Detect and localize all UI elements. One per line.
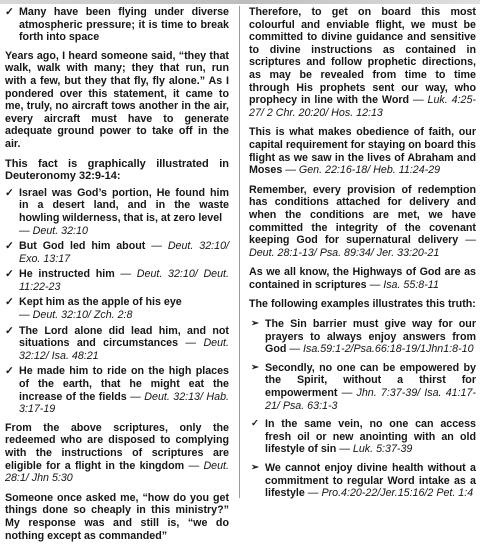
scripture-ref: — Deut. 32:10 — [19, 224, 88, 237]
item-text: He made him to ride on the high places of the earth, that he might eat the increase of the fields — [19, 365, 229, 403]
check-icon: ✓ — [5, 365, 14, 378]
item-text: But God led him about — [19, 240, 146, 253]
bullet-item — [5, 6, 229, 44]
check-icon: ✓ — [5, 268, 14, 281]
check-icon: ✓ — [5, 296, 14, 309]
scripture-ref: — Isa.59:1-2/Psa.66:18-19/1Jhn1:8-10 — [289, 343, 474, 356]
paragraph-text: From the above scriptures, only the redeemed who are disposed to complying with the instructions of scriptures are eligible for a flight in the kingdom — [5, 421, 229, 472]
paragraph-text: Therefore, to get on board this most colourful and enviable flight, we must be committed to divine guidance and sensitive to divine instructions as contained in scriptures and follow prophetic directions, as may be revealed from time to time through His prophets sent our way, who prophecy in line with the Word — [249, 6, 476, 107]
right-column — [249, 6, 476, 506]
scripture-ref: — Luk. 5:37-39 — [339, 443, 413, 456]
scripture-ref: — Pro.4:20-22/Jer.15:16/2 Pet. 1:4 — [307, 487, 474, 500]
paragraph — [249, 6, 476, 119]
item-text: Secondly, no one can be empowered by the Spirit, without a thirst for empowerment — [265, 361, 476, 400]
check-icon: ✓ — [5, 240, 14, 253]
scripture-ref: — Deut. 32:12/ Isa. 48:21 — [19, 337, 229, 362]
scripture-ref: — Deut. 28:1-13/ Psa. 89:34/ Jer. 33:20-21 — [249, 234, 476, 259]
bullet-item — [5, 187, 229, 237]
check-icon: ✓ — [5, 324, 14, 337]
item-text: He instructed him — [19, 268, 115, 281]
bullet-item — [249, 318, 476, 356]
paragraph — [249, 126, 476, 176]
item-text: In the same vein, no one can access fresh oil or new anointing with an old lifestyle of sin — [265, 418, 476, 456]
arrow-icon: ➢ — [251, 361, 259, 373]
bullet-item — [5, 268, 229, 293]
scripture-ref: — Deut. 28:1/ Jhn 5:30 — [5, 459, 229, 485]
bullet-item — [249, 418, 476, 456]
section-intro: The following examples illustrates this truth: — [249, 298, 476, 311]
bullet-item — [249, 462, 476, 500]
item-text: Many have been flying under diverse atmospheric pressure; it is time to break forth into space — [19, 6, 229, 44]
item-text: Kept him as the apple of his eye — [19, 296, 182, 309]
scripture-ref: — Deut. 32:13/ Hab. 3:17-19 — [19, 390, 229, 416]
arrow-icon: ➢ — [251, 462, 259, 473]
paragraph: Someone once asked me, “how do you get things done so cheaply in this ministry?” My response was and still is, “we do nothing except as commanded” — [5, 491, 229, 542]
paragraph — [5, 422, 229, 485]
arrow-icon: ➢ — [251, 318, 259, 330]
top-band — [0, 0, 480, 4]
scripture-ref: — Luk. 4:25-27/ 2 Chr. 20:20/ Hos. 12:13 — [249, 94, 476, 119]
column-divider — [239, 6, 240, 498]
paragraph-text: As we all know, the Highways of God are as contained in scriptures — [249, 266, 476, 291]
section-intro: This fact is graphically illustrated in Deuteronomy 32:9-14: — [5, 157, 229, 183]
scripture-ref: — Deut. 32:10/ Exo. 13:17 — [19, 240, 229, 265]
paragraph: Years ago, I heard someone said, “they that walk, walk with many; they that run, run with a few, but they that fly, fly alone.” As I pondered over this statement, it came to me, truly, no aircraft tows another in the air, every aircraft must have to generate adequate ground power to take off in the air. — [5, 49, 229, 150]
check-icon: ✓ — [251, 418, 259, 430]
check-icon: ✓ — [5, 6, 14, 18]
paragraph-text: This is what makes obedience of faith, our capital requirement for staying on board this flight as we saw in the lives of Abraham and Moses — [249, 126, 476, 177]
paragraph — [249, 184, 476, 260]
item-text: Israel was God’s portion, He found him in a desert land, and in the waste howling wilderness, that is, at zero level — [19, 186, 229, 224]
bullet-item — [249, 362, 476, 412]
bullet-item — [5, 325, 229, 363]
scripture-ref: — Deut. 32:10/ Deut. 11:22-23 — [19, 268, 229, 293]
item-text: The Sin barrier must give way for our prayers to always enjoy answers from God — [265, 318, 476, 356]
item-text: The Lord alone did lead him, and not situations and circumstances — [19, 324, 229, 350]
scripture-ref: — Deut. 32:10/ Zch. 2:8 — [19, 309, 133, 322]
bullet-item — [5, 296, 229, 321]
item-text: We cannot enjoy divine health without a commitment to regular Word intake as a lifestyle — [265, 462, 476, 500]
scripture-ref: — Jhn. 7:37-39/ Isa. 41:17-21/ Psa. 63:1-3 — [265, 387, 476, 412]
left-column — [5, 6, 229, 549]
scripture-ref: — Gen. 22:16-18/ Heb. 11:24-29 — [285, 164, 441, 177]
scripture-ref: — Isa. 55:8-11 — [369, 278, 439, 291]
check-icon: ✓ — [5, 186, 14, 199]
paragraph-text: Remember, every provision of redemption has conditions attached for delivery and when the conditions are met, we have committed the integrity of the covenant keeping God for supernatural delivery — [249, 183, 476, 247]
bullet-item — [5, 365, 229, 415]
paragraph — [249, 266, 476, 291]
bullet-item — [5, 240, 229, 265]
